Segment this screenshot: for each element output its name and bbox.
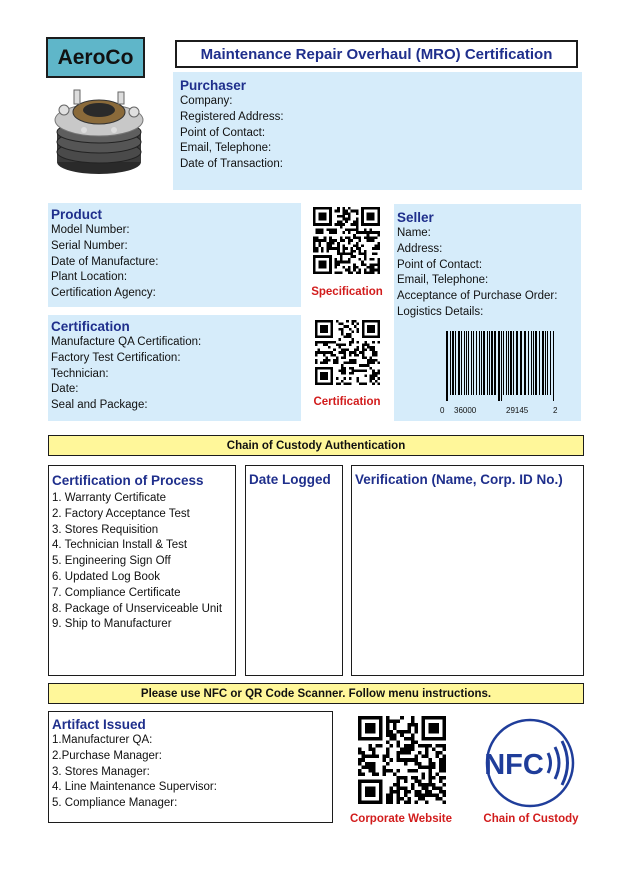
qr-graphic bbox=[313, 207, 380, 274]
process-step: 5. Engineering Sign Off bbox=[52, 555, 171, 568]
product-field: Certification Agency: bbox=[51, 287, 156, 300]
seller-field: Name: bbox=[397, 227, 431, 239]
purchaser-field: Company: bbox=[180, 95, 233, 107]
certification-field: Factory Test Certification: bbox=[51, 351, 181, 364]
purchaser-field: Date of Transaction: bbox=[180, 158, 283, 171]
document-title-text: Maintenance Repair Overhaul (MRO) Certification bbox=[200, 45, 553, 63]
process-heading: Certification of Process bbox=[52, 473, 204, 488]
qr-graphic bbox=[315, 320, 380, 385]
process-step: 3. Stores Requisition bbox=[52, 523, 159, 536]
purchaser-heading: Purchaser bbox=[180, 78, 247, 93]
seller-field: Logistics Details: bbox=[397, 305, 484, 318]
process-step: 2. Factory Acceptance Test bbox=[52, 507, 190, 520]
engine-part-image bbox=[44, 82, 150, 180]
process-step: 1. Warranty Certificate bbox=[52, 492, 166, 504]
barcode-group1: 36000 bbox=[454, 406, 477, 415]
barcode-graphic bbox=[440, 331, 560, 401]
barcode-right-digit: 2 bbox=[553, 406, 558, 415]
process-step: 8. Package of Unserviceable Unit bbox=[52, 602, 223, 615]
chain-of-custody-label: Chain of Custody bbox=[483, 813, 579, 825]
certification-heading: Certification bbox=[51, 319, 130, 334]
artifact-item: 4. Line Maintenance Supervisor: bbox=[52, 781, 217, 794]
purchaser-field: Point of Contact: bbox=[180, 126, 266, 139]
artifact-item: 1.Manufacturer QA: bbox=[52, 734, 153, 746]
specification-qr-label: Specification bbox=[311, 286, 383, 298]
seller-heading: Seller bbox=[397, 210, 434, 225]
product-barcode[interactable] bbox=[440, 331, 560, 413]
certification-qr-code[interactable] bbox=[315, 320, 380, 385]
purchaser-field: Email, Telephone: bbox=[180, 142, 272, 155]
artifact-item: 5. Compliance Manager: bbox=[52, 797, 178, 810]
certification-field: Seal and Package: bbox=[51, 399, 148, 412]
document-title bbox=[175, 40, 578, 68]
barcode-left-digit: 0 bbox=[440, 406, 445, 415]
certification-field: Date: bbox=[51, 383, 79, 396]
date-logged-column[interactable] bbox=[245, 465, 343, 676]
process-step: 9. Ship to Manufacturer bbox=[52, 618, 172, 631]
artifact-item: 3. Stores Manager: bbox=[52, 765, 150, 778]
brand-logo bbox=[46, 37, 145, 78]
product-panel bbox=[48, 203, 301, 307]
nfc-text: NFC bbox=[484, 749, 544, 781]
corporate-website-label: Corporate Website bbox=[349, 813, 453, 825]
purchaser-panel bbox=[173, 72, 582, 190]
specification-qr-code[interactable] bbox=[313, 207, 380, 274]
verification-column[interactable] bbox=[351, 465, 584, 676]
certification-qr-label: Certification bbox=[313, 396, 381, 408]
seller-field: Acceptance of Purchase Order: bbox=[397, 290, 558, 303]
product-field: Date of Manufacture: bbox=[51, 255, 159, 268]
product-field: Plant Location: bbox=[51, 271, 128, 284]
chain-of-custody-banner bbox=[48, 435, 584, 456]
process-panel bbox=[48, 465, 236, 676]
process-step: 6. Updated Log Book bbox=[52, 570, 161, 583]
process-step: 7. Compliance Certificate bbox=[52, 586, 181, 599]
purchaser-field: Registered Address: bbox=[180, 110, 284, 123]
certification-field: Technician: bbox=[51, 367, 109, 380]
certification-field: Manufacture QA Certification: bbox=[51, 336, 202, 348]
seller-field: Address: bbox=[397, 242, 443, 255]
seller-field: Point of Contact: bbox=[397, 258, 483, 271]
chain-banner-text: Chain of Custody Authentication bbox=[226, 439, 406, 452]
product-field: Serial Number: bbox=[51, 239, 128, 252]
certification-panel bbox=[48, 315, 301, 421]
qr-graphic bbox=[358, 716, 446, 804]
logo-text: AeroCo bbox=[57, 45, 134, 69]
artifact-panel bbox=[48, 711, 333, 823]
product-heading: Product bbox=[51, 207, 103, 222]
product-field: Model Number: bbox=[51, 224, 130, 236]
date-logged-heading: Date Logged bbox=[249, 472, 331, 487]
corporate-website-qr-code[interactable] bbox=[358, 716, 446, 804]
nfc-icon[interactable] bbox=[482, 717, 580, 811]
process-step: 4. Technician Install & Test bbox=[52, 539, 188, 552]
scan-instruction-banner bbox=[48, 683, 584, 704]
seller-field: Email, Telephone: bbox=[397, 274, 489, 287]
artifact-heading: Artifact Issued bbox=[52, 717, 146, 732]
scan-banner-text: Please use NFC or QR Code Scanner. Follow menu instructions. bbox=[140, 687, 492, 700]
barcode-group2: 29145 bbox=[506, 406, 529, 415]
artifact-item: 2.Purchase Manager: bbox=[52, 749, 162, 762]
verification-heading: Verification (Name, Corp. ID No.) bbox=[355, 472, 563, 487]
